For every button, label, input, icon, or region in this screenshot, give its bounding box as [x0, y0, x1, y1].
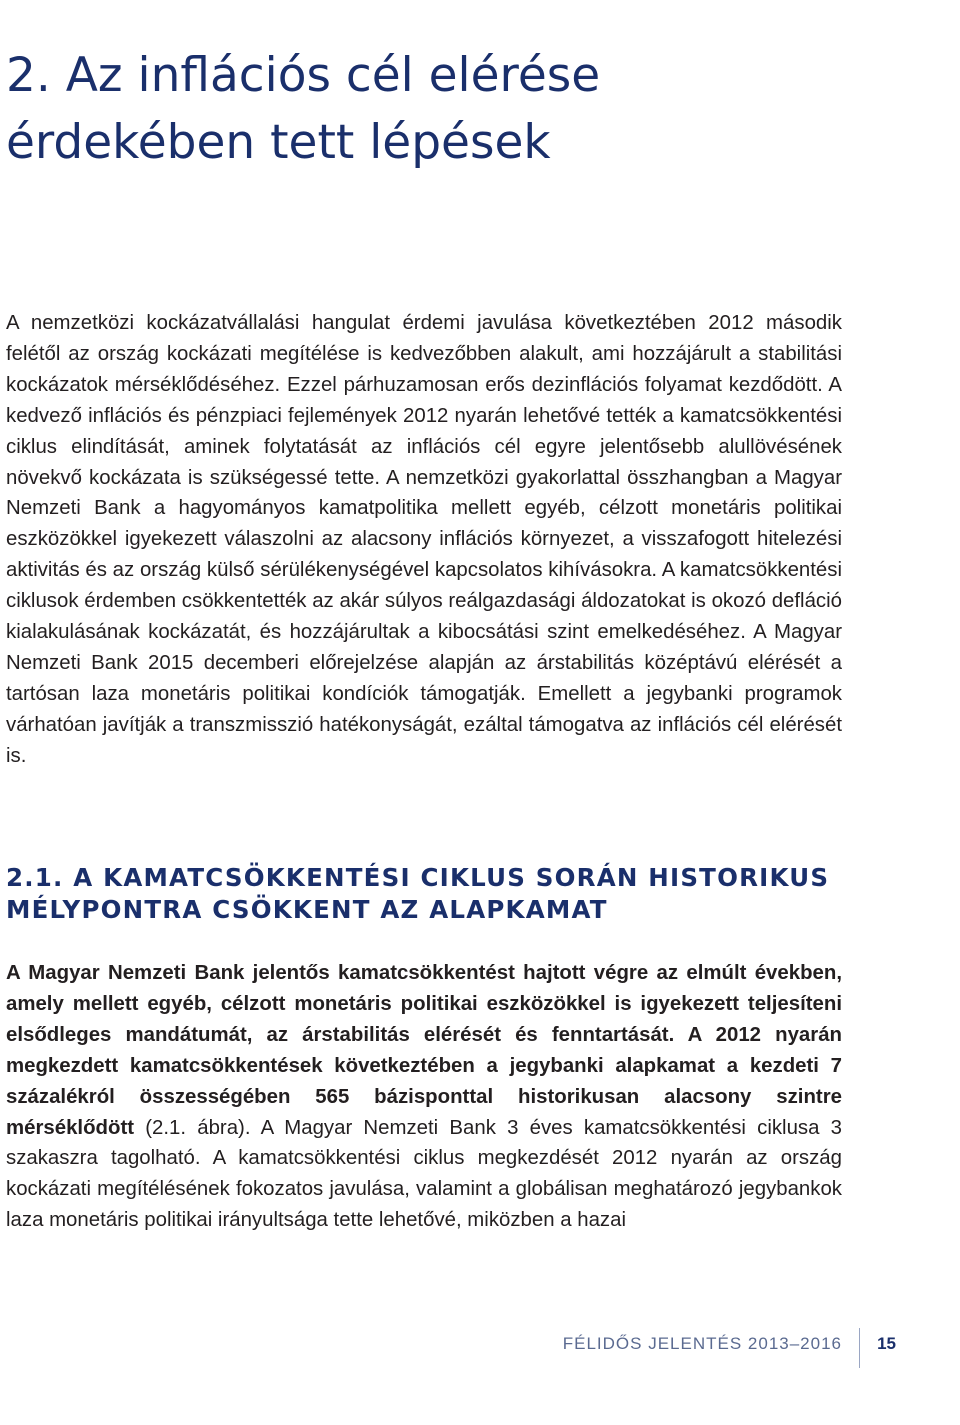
chapter-title: [6, 42, 906, 176]
section-heading-line-1: 2.1. A KAMATCSÖKKENTÉSI CIKLUS SORÁN HISTORIKUS: [6, 863, 830, 892]
footer-divider: [859, 1328, 860, 1368]
section-paragraph-body: (2.1. ábra). A Magyar Nemzeti Bank 3 éves kamatcsökkentési ciklusa 3 szakaszra tagolható. A kamatcsökkentési ciklus megkezdését 2012 nyarán az ország kockázati megítélésének fokozatos javulása, valamint a globálisan meghatározó jegybankok laza monetáris politikai irányultsága tette lehetővé, miközben a hazai: [6, 1116, 842, 1232]
chapter-title-line-1: 2. Az inflációs cél elérése: [6, 48, 601, 103]
intro-paragraph: A nemzetközi kockázatvállalási hangulat érdemi javulása következtében 2012 második felétől az ország kockázati megítélése is kedvezőbben alakult, ami hozzájárult a stabilitási kockázatok mérséklődéséhez. Ezzel párhuzamosan erős dezinflációs folyamat kezdődött. A kedvező inflációs és pénzpiaci fejlemények 2012 nyarán lehetővé tették a kamatcsökkentési ciklus elindítását, aminek folytatását az inflációs cél egyre jelentősebb alullövésének növekvő kockázata is szükségessé tette. A nemzetközi gyakorlattal összhangban a Magyar Nemzeti Bank a hagyományos kamatpolitika mellett egyéb, célzott monetáris politikai eszközökkel igyekezett válaszolni az alacsony inflációs környezet, a visszafogott hitelezési aktivitás és az ország külső sérülékenységével kapcsolatos kihívásokra. A kamatcsökkentési ciklusok érdemben csökkentették az akár súlyos reálgazdasági áldozatokat is okozó defláció kialakulásának kockázatát, és hozzájárultak a kibocsátási szint emelkedéséhez. A Magyar Nemzeti Bank 2015 decemberi előrejelzése alapján az árstabilitás középtávú elérését a tartósan laza monetáris politikai kondíciók támogatják. Emellett a jegybanki programok várhatóan javítják a transzmisszió hatékonyságát, ezáltal támogatva az inflációs cél elérését is.: [6, 312, 842, 767]
page-number: 15: [877, 1334, 896, 1353]
section-paragraph-bold-lead: A Magyar Nemzeti Bank jelentős kamatcsökkentést hajtott végre az elmúlt években, amely mellett egyéb, célzott monetáris politikai eszközökkel is igyekezett teljesíteni elsődleges mandátumát, az árstabilitás elérését és fenntartását. A 2012 nyarán megkezdett kamatcsökkentések következtében a jegybanki alapkamat a kezdeti 7 százalékról összességében 565 bázisponttal historikusan alacsony szintre mérséklődött: [6, 962, 842, 1139]
section-heading-line-2: MÉLYPONTRA CSÖKKENT AZ ALAPKAMAT: [6, 895, 608, 924]
section-heading: [6, 862, 906, 926]
footer-report-title: FÉLIDŐS JELENTÉS 2013–2016: [562, 1334, 842, 1353]
page-footer: [460, 1328, 960, 1368]
section-paragraph: [6, 958, 842, 1236]
chapter-title-line-2: érdekében tett lépések: [6, 115, 551, 170]
